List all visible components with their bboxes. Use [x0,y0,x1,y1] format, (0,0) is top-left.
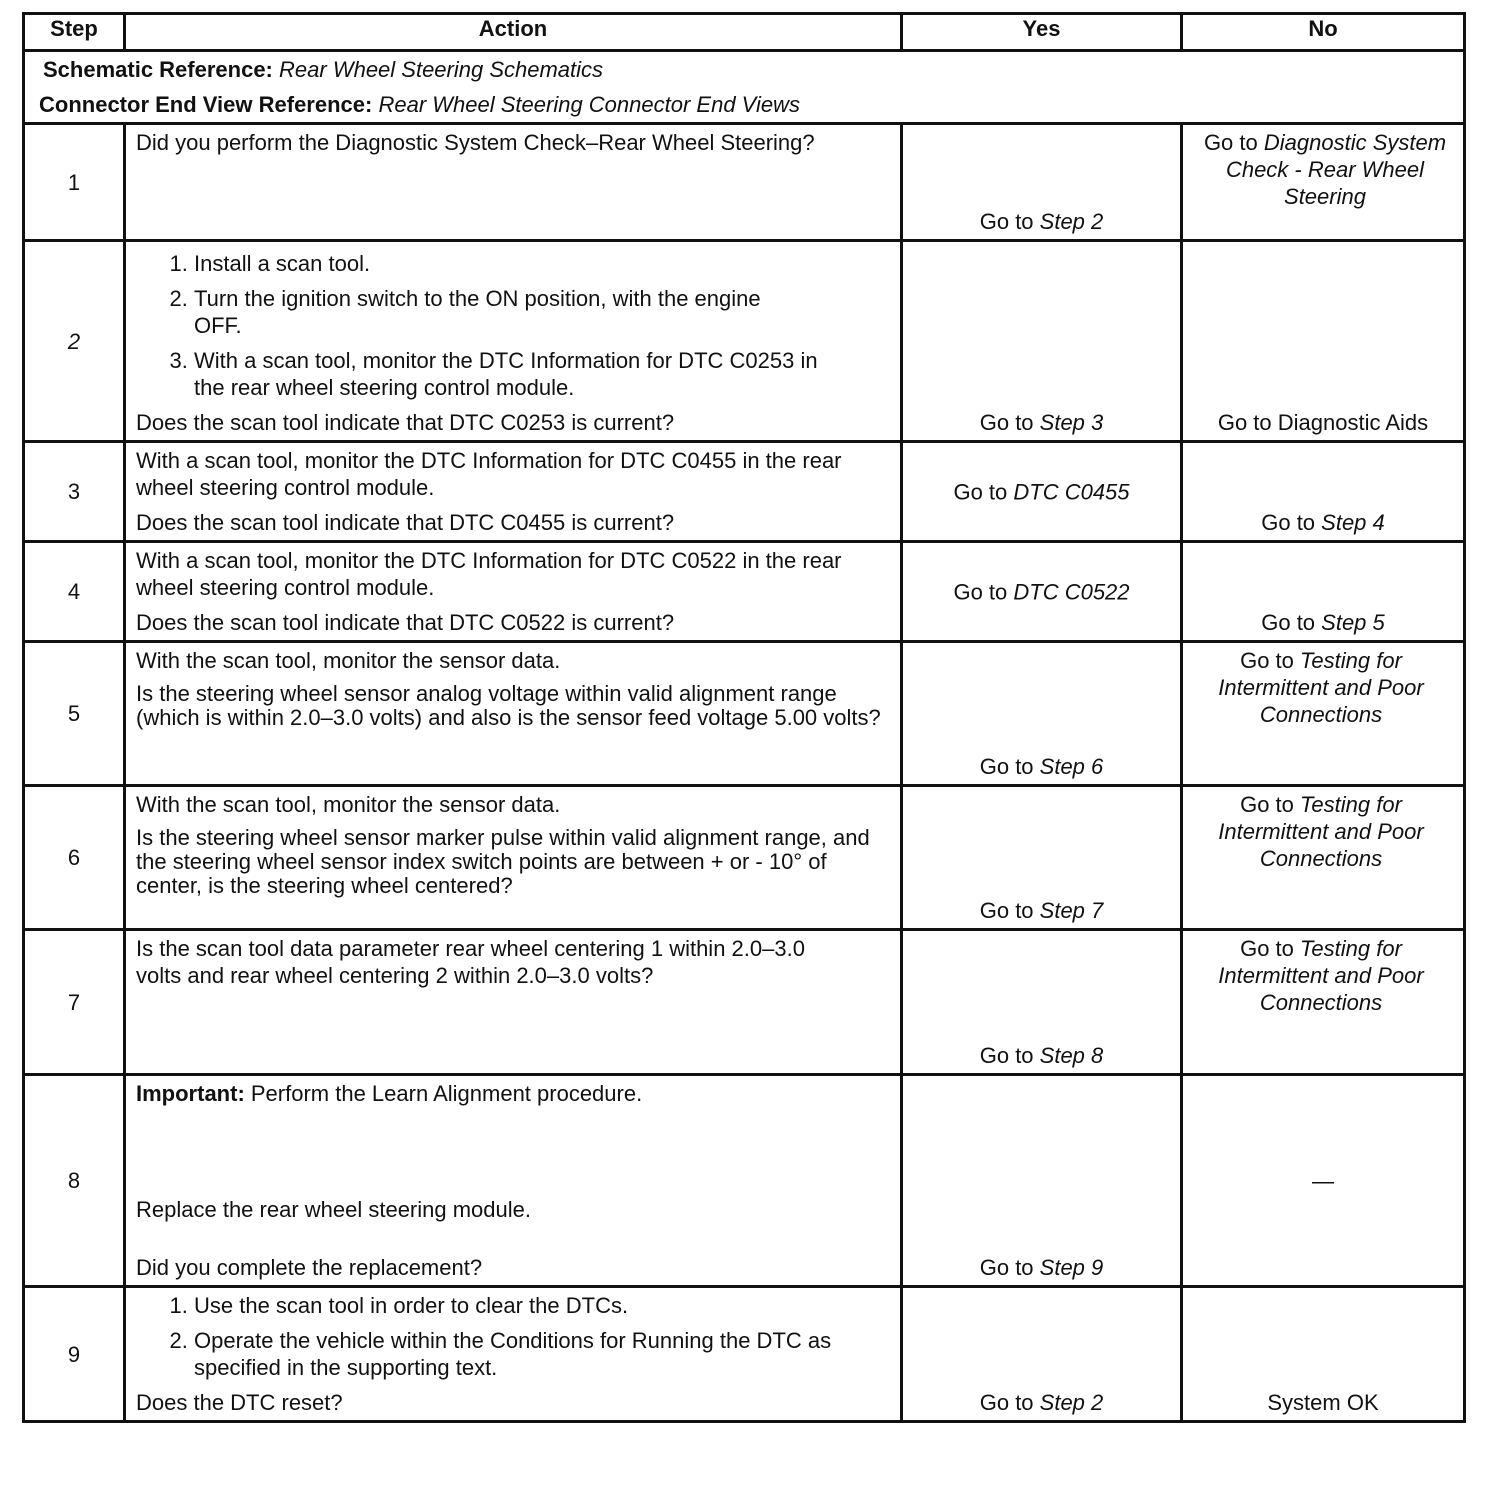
yes-cell [902,1075,1182,1287]
yes-result[interactable] [903,1254,1180,1281]
table-row [24,930,1465,1075]
step-number: 4 [24,542,125,642]
no-cell [1182,542,1465,642]
action-cell [125,442,902,542]
yes-prefix: Go to [953,479,1014,504]
header-action: Action [125,14,902,51]
yes-result[interactable] [903,1042,1180,1069]
yes-result[interactable] [903,753,1180,780]
table-row [24,241,1465,442]
action-question: Does the scan tool indicate that DTC C0522 is current? [136,610,675,635]
yes-prefix: Go to [953,579,1014,604]
yes-link[interactable]: Step 2 [1039,1390,1104,1415]
yes-result[interactable] [903,578,1180,605]
yes-link[interactable]: Step 7 [1039,898,1104,923]
no-cell [1182,786,1465,930]
reference-row [24,51,1465,124]
list-item: 2. Operate the vehicle within the Conditions for Running the DTC as specified in the supporting text. [194,1327,854,1381]
step-number: 8 [24,1075,125,1287]
header-row [24,14,1465,51]
yes-prefix: Go to [979,898,1040,923]
action-cell [125,1287,902,1422]
no-result[interactable] [1183,609,1463,636]
no-result[interactable]: Go to Diagnostic Aids [1217,410,1429,435]
action-cell [125,542,902,642]
no-result: — [1312,1168,1334,1193]
no-result[interactable] [1183,931,1463,1016]
no-prefix: Go to [1261,610,1322,635]
action-cell [125,1075,902,1287]
step-number: 1 [24,124,125,241]
action-text: Replace the rear wheel steering module. [136,1197,532,1222]
yes-prefix: Go to [979,410,1040,435]
step-number: 3 [24,442,125,542]
no-result: System OK [1267,1390,1379,1415]
procedure-list [136,250,890,401]
table-row [24,542,1465,642]
action-question: Did you complete the replacement? [136,1255,483,1280]
important-note [136,1080,890,1107]
list-item: 1. Install a scan tool. [194,250,890,277]
connector-reference-link[interactable]: Rear Wheel Steering Connector End Views [378,92,800,117]
header-step: Step [24,14,125,51]
yes-cell [902,241,1182,442]
no-prefix: Go to [1240,648,1300,673]
no-cell [1182,642,1465,786]
no-link[interactable]: Testing for Intermittent and Poor Connections [1218,936,1424,1015]
yes-result[interactable] [903,208,1180,235]
yes-prefix: Go to [979,1043,1040,1068]
yes-link[interactable]: DTC C0455 [1013,479,1130,504]
connector-reference-label: Connector End View Reference: [39,92,373,117]
no-prefix: Go to [1240,936,1300,961]
important-text: Perform the Learn Alignment procedure. [244,1081,643,1106]
no-link[interactable]: Testing for Intermittent and Poor Connections [1218,648,1424,727]
yes-result[interactable] [903,409,1180,436]
action-question: Does the scan tool indicate that DTC C0253 is current? [136,410,675,435]
no-result[interactable] [1183,643,1463,728]
action-text: With the scan tool, monitor the sensor data. [136,792,561,817]
schematic-reference [39,56,1449,83]
yes-cell [902,642,1182,786]
no-cell [1182,930,1465,1075]
yes-cell [902,930,1182,1075]
step-number: 9 [24,1287,125,1422]
no-link[interactable]: Diagnostic System Check - Rear Wheel Steering [1225,130,1447,209]
table-row [24,124,1465,241]
step-number: 6 [24,786,125,930]
no-link[interactable]: Step 5 [1321,610,1385,635]
yes-link[interactable]: Step 3 [1039,410,1104,435]
yes-link[interactable]: DTC C0522 [1013,579,1130,604]
yes-cell [902,442,1182,542]
action-text: With a scan tool, monitor the DTC Information for DTC C0455 in the rear wheel steering control module. [136,448,842,500]
yes-link[interactable]: Step 2 [1039,209,1104,234]
diagnostic-table [22,12,1466,1423]
action-text: With the scan tool, monitor the sensor data. [136,648,561,673]
list-item: 2. Turn the ignition switch to the ON position, with the engine OFF. [194,285,794,339]
no-prefix: Go to [1203,130,1264,155]
schematic-reference-label: Schematic Reference: [43,57,273,82]
no-cell [1182,1075,1465,1287]
list-item: 1. Use the scan tool in order to clear the DTCs. [194,1292,890,1319]
action-text: Is the scan tool data parameter rear wheel centering 1 within 2.0–3.0 volts and rear wheel centering 2 within 2.0–3.0 volts? [136,936,805,988]
table-row [24,1287,1465,1422]
table-row [24,1075,1465,1287]
yes-prefix: Go to [979,1255,1040,1280]
yes-cell [902,542,1182,642]
action-question: Does the scan tool indicate that DTC C0455 is current? [136,510,675,535]
no-result[interactable] [1183,787,1463,872]
procedure-list [136,1292,890,1381]
action-question: Does the DTC reset? [136,1390,343,1415]
important-label: Important: [136,1081,245,1106]
table-row [24,642,1465,786]
no-link[interactable]: Step 4 [1321,510,1385,535]
header-no: No [1182,14,1465,51]
no-cell [1182,442,1465,542]
action-cell [125,786,902,930]
no-link[interactable]: Testing for Intermittent and Poor Connections [1218,792,1424,871]
yes-result[interactable] [903,1389,1180,1416]
header-yes: Yes [902,14,1182,51]
yes-cell [902,786,1182,930]
list-item: 3. With a scan tool, monitor the DTC Information for DTC C0253 in the rear wheel steering control module. [194,347,854,401]
yes-result[interactable] [903,897,1180,924]
no-cell [1182,241,1465,442]
step-number: 5 [24,642,125,786]
yes-prefix: Go to [979,209,1040,234]
no-prefix: Go to [1261,510,1322,535]
connector-reference [39,91,1449,118]
table-row [24,786,1465,930]
no-cell [1182,124,1465,241]
action-cell [125,124,902,241]
no-prefix: Go to [1240,792,1300,817]
action-question: Is the steering wheel sensor analog voltage within valid alignment range (which is within 2.0–3.0 volts) and also is the sensor feed voltage 5.00 volts? [136,681,881,730]
yes-cell [902,1287,1182,1422]
action-cell [125,930,902,1075]
no-result[interactable] [1183,509,1463,536]
yes-link[interactable]: Step 6 [1039,754,1104,779]
yes-result[interactable] [903,478,1180,505]
action-cell [125,241,902,442]
yes-link[interactable]: Step 9 [1039,1255,1104,1280]
yes-prefix: Go to [979,1390,1040,1415]
step-number: 7 [24,930,125,1075]
step-number: 2 [24,241,125,442]
yes-prefix: Go to [979,754,1040,779]
table-row [24,442,1465,542]
no-cell [1182,1287,1465,1422]
action-cell [125,642,902,786]
action-question: Is the steering wheel sensor marker pulse within valid alignment range, and the steering wheel sensor index switch points are between + or - 10° of center, is the steering wheel centered? [136,825,870,898]
no-result[interactable] [1183,125,1463,210]
yes-link[interactable]: Step 8 [1039,1043,1104,1068]
action-text: Did you perform the Diagnostic System Check–Rear Wheel Steering? [136,130,815,155]
yes-cell [902,124,1182,241]
action-text: With a scan tool, monitor the DTC Information for DTC C0522 in the rear wheel steering control module. [136,548,842,600]
schematic-reference-link[interactable]: Rear Wheel Steering Schematics [279,57,604,82]
